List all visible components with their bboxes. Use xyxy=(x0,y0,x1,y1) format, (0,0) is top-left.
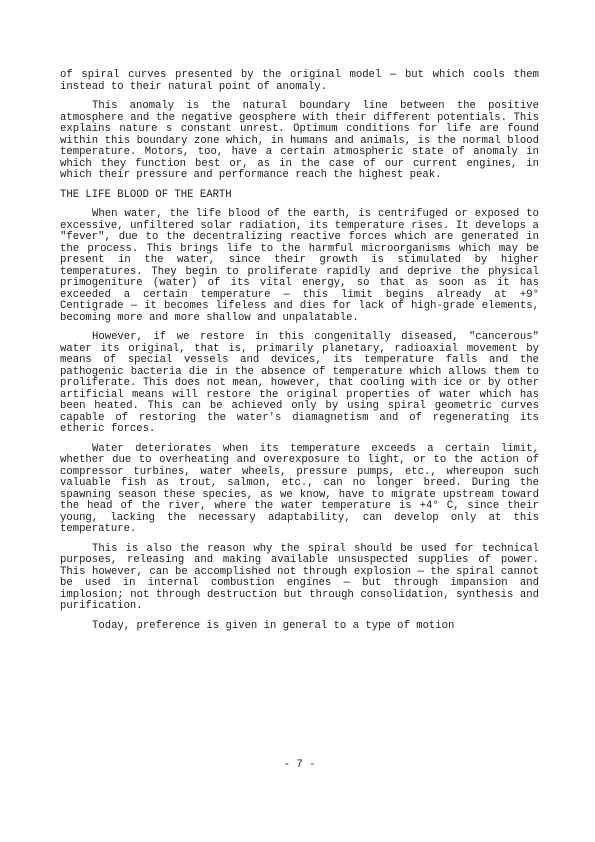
paragraph-continuation: of spiral curves presented by the original model — but which cools them instead to their natural point of anomaly. xyxy=(60,69,539,93)
document-page xyxy=(60,69,539,771)
section-heading: THE LIFE BLOOD OF THE EARTH xyxy=(60,188,232,201)
paragraph-deteriorates: Water deteriorates when its temperature exceeds a certain limit, whether due to overheating and overexposure to light, or to the action of compressor turbines, water wheels, pressure pumps, etc., whereupon such valuable fish as trout, salmon, etc., can no longer breed. During the spawning season these species, as we know, have to migrate upstream toward the head of the river, where the water temperature is +4° C, since their young, lacking the necessary adaptability, can develop only at this temperature. xyxy=(60,442,539,535)
paragraph-restore: However, if we restore in this congenitally diseased, "cancerous" water its original, that is, primarily planetary, radioaxial movement by means of special vessels and devices, its temperature falls and the pathogenic bacteria die in the absence of temperature which allows them to proliferate. This does not mean, however, that cooling with ice or by other artificial means will restore the original properties of water which has been heated. This can be achieved only by using spiral geometric curves capable of restoring the water's diamagnetism and of regenerating its etheric forces. xyxy=(60,331,539,435)
page-number: - 7 - xyxy=(283,759,316,771)
paragraph-spiral: This is also the reason why the spiral should be used for technical purposes, releasing and making available unsuspected supplies of power. This however, can be accomplished not through explosion — the spiral cannot be used in internal combustion engines — but through impansion and implosion; not through destruction but through consolidation, synthesis and purification. xyxy=(60,542,539,612)
paragraph-life-blood: When water, the life blood of the earth, is centrifuged or exposed to excessive, unfiltered solar radiation, its temperature rises. It develops a "fever", due to the decentralizing reactive forces which are generated in the process. This brings life to the harmful microorganisms which may be present in the water, since their growth is stimulated by higher temperatures. They begin to proliferate rapidly and deprive the physical primogeniture (water) of its vital energy, so that as soon as it has exceeded a certain temperature — this limit begins already at +9° Centigrade — it becomes lifeless and dies for lack of high-grade elements, becoming more and more shallow and unpalatable. xyxy=(60,208,539,324)
paragraph-today: Today, preference is given in general to a type of motion xyxy=(92,619,455,632)
paragraph-anomaly: This anomaly is the natural boundary line between the positive atmosphere and the negative geosphere with their different potentials. This explains nature s constant unrest. Optimum conditions for life are found within this boundary zone which, in humans and animals, is the normal blood temperature. Motors, too, have a certain atmospheric state of anomaly in which they function best or, as in the case of our current engines, in which their pressure and performance reach the highest peak. xyxy=(60,100,539,181)
